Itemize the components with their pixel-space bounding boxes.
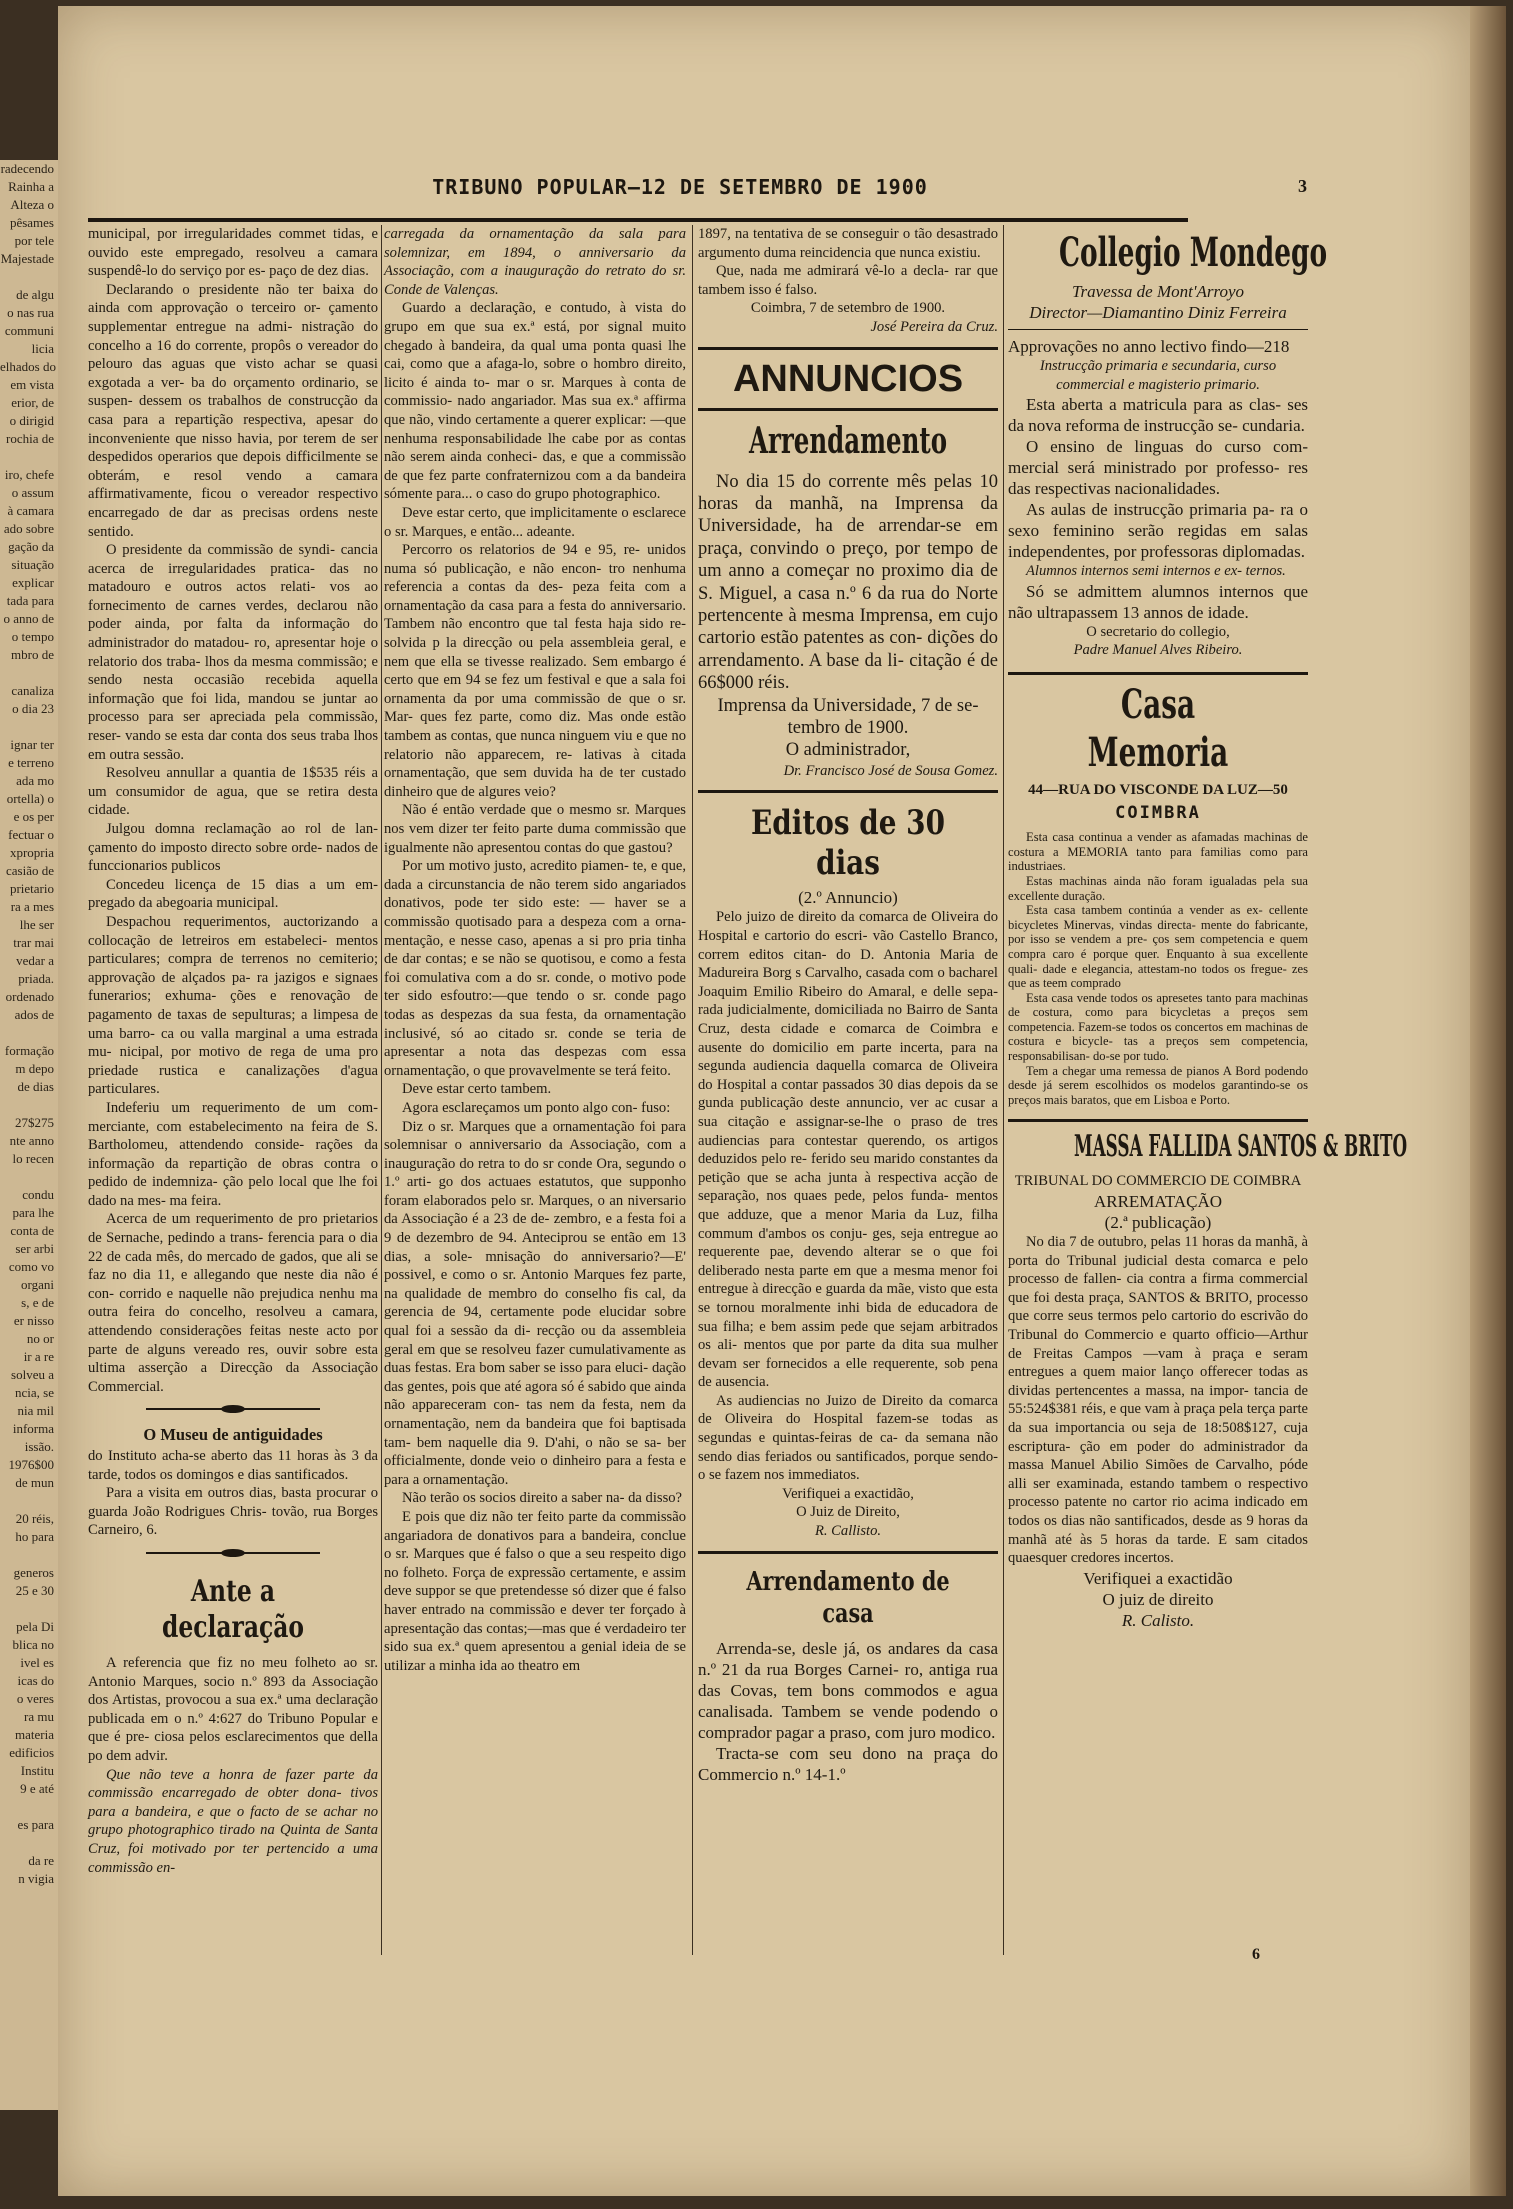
previous-page-fragment: de dias <box>17 1079 54 1094</box>
article-paragraph: Percorro os relatorios de 94 e 95, re- unidos numa só publicação, e não encon- tro nenhuma referencia a contas da des- peza feita com a ornamentação da casa para a festa do anniversario. Tambem não encontro que tal festa haja sido re- solvida p la direcção ou pela assembleia geral, e nem que ella se tivesse realizado. Sem embargo é certo que em 94 se fez um festival e que a sala foi ornamenta da por uma commissão de que o sr. Mar- ques fez parte, como diz. Mas onde estão tambem as contas, que nunca ninguem viu e que no relatorio não apparecem, re- lativas à citada ornamentação, que sem duvida ha de ter custado dinheiro que de algures veio? <box>384 542 686 800</box>
previous-page-fragment: rochia de <box>5 431 54 446</box>
editos-signature: R. Callisto. <box>814 1523 882 1540</box>
arrendamento-casa-heading: Arrendamento de casa <box>746 1566 950 1629</box>
casa-memoria-heading: Casa Memoria <box>1087 680 1229 776</box>
collegio-paragraph: Esta aberta a matricula para as clas- ses da nova reforma de instrucção se- cundaria. <box>1008 395 1308 436</box>
article-paragraph: Agora esclareçamos um ponto algo con- fuso: <box>402 1099 671 1116</box>
previous-page-fragment: priada. <box>18 971 54 986</box>
previous-page-fragment <box>0 718 58 736</box>
previous-page-fragment: casião de <box>5 863 54 878</box>
article-paragraph: Que, nada me admirará vê-lo a decla- rar que tambem isso é falso. <box>698 263 998 298</box>
previous-page-fragment: Majestade <box>0 251 54 266</box>
previous-page-fragment: Alteza o <box>10 197 54 212</box>
article-paragraph: municipal, por irregularidades commet tidas, e ouvido este empregado, resolveu a camara suspendê-lo do serviço por es- paço de dez dias. <box>88 226 378 280</box>
previous-page-fragment <box>0 1600 58 1618</box>
article-paragraph: 1897, na tentativa de se conseguir o tão desastrado argumento duma reincidencia que nunca existiu. <box>698 226 998 261</box>
previous-page-fragment: icas do <box>17 1673 54 1688</box>
previous-page-fragment: edificios <box>9 1745 54 1760</box>
previous-page-fragment: formação <box>4 1043 54 1058</box>
museu-paragraph: Para a visita em outros dias, basta procurar o guarda João Rodrigues Chris- tovão, rua Borges Carneiro, 6. <box>88 1485 378 1539</box>
previous-page-fragment <box>0 664 58 682</box>
previous-page-fragment: ser arbi <box>15 1241 54 1256</box>
massa-arrematacao: ARREMATAÇÃO <box>1093 1192 1223 1212</box>
massa-publication: (2.ª publicação) <box>1104 1213 1212 1233</box>
previous-page-fragment: Institu <box>20 1763 54 1778</box>
previous-page-fragment: licia <box>31 341 54 356</box>
previous-page-fragment: condu <box>22 1187 54 1202</box>
article-paragraph: Declarando o presidente não ter baixa do ainda com approvação o terceiro or- çamento supplementar entregue na admi- nistração do concelho a 16 do corrente, propôs o vereador do pelouro das aguas que visto achar se quasi exgotada a ver- ba do orçamento ordinario, se suspen- dessem os trabalhos de construcção da casa para a repartição respectiva, apesar do inconveniente que nisso havia, por terem de ser despedidos operarios que depois difficilmente se obterám, e resol vendo a camara affirmativamente, ficou o vereador respectivo encarregado de dar as precisas ordens neste sentido. <box>88 281 378 540</box>
editos-judge: O Juiz de Direito, <box>796 1504 900 1521</box>
section-rule <box>1008 1119 1308 1122</box>
previous-page-fragment: blica no <box>12 1637 54 1652</box>
previous-page-fragment <box>0 1546 58 1564</box>
article-paragraph: Não é então verdade que o mesmo sr. Marques nos vem dizer ter feito parte duma commissão que igualmente não apresentou contas do que gastou? <box>384 802 686 856</box>
casa-memoria-paragraph: Estas machinas ainda não foram igualadas pela sua excellente duração. <box>1008 873 1308 903</box>
collegio-secretary: O secretario do collegio, <box>1086 623 1230 640</box>
collegio-director: Director—Diamantino Diniz Ferreira <box>1029 303 1287 322</box>
previous-page-fragment: o dirigid <box>9 413 54 428</box>
previous-page-fragment: à camara <box>7 503 54 518</box>
previous-page-fragment: tada para <box>6 593 54 608</box>
author-signature: José Pereira da Cruz. <box>870 318 998 335</box>
previous-page-fragment: gação da <box>8 539 54 554</box>
article-paragraph: Por um motivo justo, acredito piamen- te, e que, dada a circunstancia de não terem sido angariados donativos, pode ter sido este: — haver se a commissão quotisado para a despeza com a orna- mentação, e nesse caso, apenas a si pro pria tinha de dar contas; e se não se quotisou, e como a festa foi comulativa com a do sr. conde, o motivo pode ter sido esfoutro:—que tendo o sr. conde pago todas as despezas da sua festa, da ornamentação inclusivé, só ao citado sr. conde se teria de apresentar a nota das despezas com essa ornamentação, o que provavelmente se terá feito. <box>384 858 686 1079</box>
arrendamento-casa-text: Arrenda-se, desle já, os andares da casa n.º 21 da rua Borges Carnei- ro, antiga rua das Covas, tem bons commodos e agua canalisada. Tambem se vende podendo o comprador pagar a praso, com juro modico. <box>698 1638 998 1742</box>
column-divider <box>381 225 382 1955</box>
casa-memoria-address: 44—RUA DO VISCONDE DA LUZ—50 <box>1028 781 1288 798</box>
annuncios-heading: ANNUNCIOS <box>732 357 964 400</box>
previous-page-fragment: ho para <box>15 1529 54 1544</box>
previous-page-fragment: o tempo <box>11 629 54 644</box>
previous-page-fragment: e os per <box>13 809 54 824</box>
previous-page-fragment <box>0 1834 58 1852</box>
section-rule <box>698 790 998 793</box>
editos-verification: Verifiquei a exactidão, <box>782 1485 914 1502</box>
arrendamento-place: Imprensa da Universidade, 7 de se- tembro de 1900. <box>717 695 979 739</box>
footer-number: 6 <box>1252 1946 1260 1963</box>
previous-page-fragment: 27$275 <box>15 1115 54 1130</box>
section-rule <box>1008 672 1308 675</box>
previous-page-fragment: m depo <box>15 1061 54 1076</box>
collegio-paragraph: Instrucção primaria e secundaria, curso commercial e magisterio primario. <box>1039 358 1277 393</box>
masthead: TRIBUNO POPULAR—12 DE SETEMBRO DE 1900 <box>432 175 928 199</box>
previous-page-fragment: elhados do <box>0 359 56 374</box>
massa-paragraph: No dia 7 de outubro, pelas 11 horas da manhã, à porta do Tribunal judicial desta comarca e pelo processo de fallen- cia contra a firma commercial que foi desta praça, SANTOS & BRITO, processo que corre seus termos pelo cartorio do escrivão do Tribunal do Commercio e quarto officio—Arthur de Freitas Campos —vam à praça e seram entregues a quem maior lanço offerecer todas as dividas pertencentes a massa, na impor- tancia de 55:524$381 réis, e que vam à praça pela terça parte da sua importancia ou seja de 18:508$127, cuja escriptura- ção em poder do administrador da massa Manuel Abilio Simões de Carvalho, póde alli ser examinada, estando tambem o respectivo processo patente no cartor rio acima indicado em todos os dias não santificados, desde as 9 horas da manhã até às 5 horas da tarde. E sam citados quaesquer credores incertos. <box>1008 1234 1308 1567</box>
previous-page-fragment <box>0 1168 58 1186</box>
previous-page-fragment: mbro de <box>11 647 54 662</box>
section-rule <box>1008 329 1308 330</box>
previous-page-fragment: ada mo <box>16 773 54 788</box>
previous-page-fragment: 1976$00 <box>8 1457 54 1472</box>
article-paragraph: Acerca de um requerimento de pro prietarios de Sernache, pedindo a trans- ferencia para o dia 22 de cada mês, do mercado de gados, que ali se faz no dia 11, e allegando que neste dia não é con- corrido e naquelle não prejudica nenhu ma outra feira do concelho, resolveu a camara, attendendo considerações feitas neste acto por parte de alguns vereado res, ouvir sobre esta ultima asserção a Direcção da Associação Commercial. <box>88 1211 378 1395</box>
column-divider <box>692 225 693 1955</box>
casa-memoria-paragraph: Esta casa vende todos os apresetes tanto para machinas de costura, como para bicycletas a preços sem competencia. Fazem-se todos os concertos em machinas de costura e bicycle- tas a preços sem competencia, responsabilisan- do-se por tudo. <box>1008 990 1308 1064</box>
previous-page-fragment: ortella) o <box>6 791 54 806</box>
previous-page-fragment <box>0 1492 58 1510</box>
collegio-signature: Padre Manuel Alves Ribeiro. <box>1073 642 1243 659</box>
previous-page-fragment: ivel es <box>20 1655 54 1670</box>
previous-page-fragment: 20 réis, <box>15 1511 54 1526</box>
previous-page-fragment <box>0 1024 58 1042</box>
ornamental-separator <box>88 1546 378 1560</box>
previous-page-fragment: de mun <box>15 1475 54 1490</box>
museu-heading: O Museu de antiguidades <box>143 1425 323 1445</box>
massa-tribunal: TRIBUNAL DO COMMERCIO DE COIMBRA <box>1014 1173 1302 1190</box>
previous-page-fragment: fectuar o <box>8 827 54 842</box>
previous-page-fragment: o dia 23 <box>12 701 54 716</box>
article-paragraph: Julgou domna reclamação ao rol de lan- çamento do imposto directo sobre orde- nados de funccionarios publicos <box>88 821 378 875</box>
previous-page-fragment: ado sobre <box>3 521 54 536</box>
previous-page-fragment: 25 e 30 <box>15 1583 54 1598</box>
ante-paragraph-italic: Que não teve a honra de fazer parte da commissão encarregado de obter dona- tivos para a bandeira, e que o facto de se achar no grupo photographico tirado na Quinta de Santa Cruz, foi motivado por ter pertencido a uma commissão en- <box>88 1766 378 1876</box>
column-4 <box>1008 225 1408 1631</box>
previous-page-fragment: em vista <box>10 377 54 392</box>
previous-page-fragment: trar mai <box>13 935 54 950</box>
section-rule <box>698 347 998 350</box>
previous-page-fragment: ra a mes <box>10 899 54 914</box>
museu-paragraph: do Instituto acha-se aberto das 11 horas às 3 da tarde, todos os domingos e dias santificados. <box>88 1448 378 1483</box>
casa-memoria-paragraph: Esta casa continua a vender as afamadas machinas de costura a MEMORIA tanto para familias como para industriaes. <box>1008 830 1308 874</box>
column-3 <box>698 225 998 1785</box>
previous-page-fragment: ados de <box>14 1007 54 1022</box>
page-right-edge <box>1470 6 1506 2196</box>
previous-page-fragment <box>0 268 58 286</box>
collegio-paragraph: Alumnos internos semi internos e ex- ternos. <box>1026 563 1286 580</box>
previous-page-fragment <box>0 1798 58 1816</box>
section-rule <box>698 408 998 411</box>
massa-signature: R. Calisto. <box>1121 1610 1195 1630</box>
previous-page-fragment: prietario <box>9 881 54 896</box>
article-paragraph: Resolveu annullar a quantia de 1$535 réis a um consumidor de agua, que se retira desta cidade. <box>88 765 378 819</box>
article-paragraph: Guardo a declaração, e contudo, à vista do grupo em que sua ex.ª está, por signal muito chegado à bandeira, da qual uma ponta quasi lhe cai, como que a afaga-lo, sobre o hombro direito, licito é ainda to- mar o sr. Marques à conta de commissio- nado angariador. Mas sua ex.ª affirma que não, vindo certamente a querer explicar: —que nenhuma responsabilidade lhe cabe por as contas não serem ainda conheci- das, e que a commissão de que fez parte confraternizou com a da bandeira sómente para... o caso do grupo photographico. <box>384 300 686 503</box>
previous-page-fragment: ignar ter <box>10 737 54 752</box>
previous-page-fragment: situação <box>11 557 54 572</box>
editos-heading: Editos de 30 dias <box>751 803 945 884</box>
editos-paragraph: Pelo juizo de direito da comarca de Oliveira do Hospital e cartorio do escri- vão Castello Branco, correm editos citan- do D. Antonia Maria de Madureira Borg s Carvalho, casada com o bacharel Joaquim Emilio Ribeiro do Amaral, e delle sepa- rada judicialmente, domiciliada no Bairro de Santa Cruz, desta cidade e comarca de Coimbra e ausente do domicilio em parte incerta, para na segunda audiencia daquella comarca de Oliveira do Hospital a contar passados 30 dias depois da se gunda publicação deste annuncio, ver ac cusar a sua citação e assignar-se-lhe o praso de tres audiencias para contestar querendo, os artigos deduzidos pelo re- ferido seu marido constantes da petição que se acha junta à respectiva acção de separação, nos quaes pede, pelos funda- mentos que adduze, que a menor Maria da Luz, filha commum d'ambos os conju- ges, seja entregue ao requerente pae, devendo alterar se o que foi deliberado nesta parte em que a mesma menor foi entregue à direcção e guarda da mãe, visto que esta se tornou moralmente inhi bida de educadora de sua filha; e bem assim pede que sejam arbitrados os ali- mentos que por parte da dita sua mulher devam ser fornecidos a elle requerente, sob pena de ausencia. <box>698 909 998 1391</box>
previous-page-fragment: radecendo <box>0 161 54 176</box>
collegio-address: Travessa de Mont'Arroyo <box>1071 282 1245 301</box>
previous-page-fragment: ordenado <box>5 989 54 1004</box>
article-paragraph: Deve estar certo tambem. <box>402 1081 552 1098</box>
collegio-paragraph: As aulas de instrucção primaria pa- ra o sexo feminino serão regidas em salas independentes, por professoras diplomadas. <box>1008 500 1308 562</box>
previous-page-fragment: o anno de <box>3 611 54 626</box>
previous-page-fragment: por tele <box>14 233 54 248</box>
editos-paragraph: As audiencias no Juizo de Direito da comarca de Oliveira do Hospital fazem-se todas as segundas e quintas-feiras de ca- da semana não sendo dias feriados ou santificados, porque sendo-o se fazem nos immediatos. <box>698 1392 998 1484</box>
casa-memoria-paragraph: Tem a chegar uma remessa de pianos A Bord podendo desde já serem escolhidos os modelos garantindo-se os preços mais baratos, que em Lisboa e Porto. <box>1008 1063 1308 1107</box>
previous-page-fragment: o assum <box>11 485 54 500</box>
arrendamento-casa-text: Tracta-se com seu dono na praça do Commercio n.º 14-1.º <box>698 1743 998 1784</box>
previous-page-fragment: para lhe <box>12 1205 54 1220</box>
previous-page-fragment: nte anno <box>9 1133 54 1148</box>
previous-page-fragment: vedar a <box>16 953 54 968</box>
previous-page-edge <box>0 160 58 2110</box>
previous-page-fragment <box>0 1096 58 1114</box>
previous-page-fragment: s, e de <box>21 1295 54 1310</box>
massa-verification: Verifiquei a exactidão <box>1083 1568 1233 1588</box>
previous-page-fragment: pêsames <box>9 215 54 230</box>
previous-page-fragment: informa <box>12 1421 54 1436</box>
previous-page-fragment: ncia, se <box>15 1385 54 1400</box>
previous-page-fragment: solveu a <box>11 1367 54 1382</box>
collegio-paragraph: Só se admittem alumnos internos que não ultrapassem 13 annos de idade. <box>1008 581 1308 622</box>
previous-page-fragment: Rainha a <box>8 179 54 194</box>
dateline: Coimbra, 7 de setembro de 1900. <box>750 300 946 317</box>
previous-page-fragment <box>0 448 58 466</box>
previous-page-fragment: xpropria <box>9 845 54 860</box>
previous-page-fragment: lhe ser <box>19 917 54 932</box>
collegio-paragraph: Approvações no anno lectivo findo—218 <box>1008 337 1290 356</box>
previous-page-fragment: canaliza <box>11 683 54 698</box>
ornamental-separator <box>88 1402 378 1416</box>
article-paragraph: Não terão os socios direito a saber na- da disso? <box>402 1490 683 1507</box>
previous-page-fragment: no or <box>26 1331 54 1346</box>
page-number: 3 <box>1298 176 1307 196</box>
arrendamento-signature: Dr. Francisco José de Sousa Gomez. <box>783 762 998 779</box>
article-paragraph: Indeferiu um requerimento de um com- merciante, com estabelecimento na feira de S. Bartholomeu, attendendo conside- rações da informação da repartição de obras contra o pedido de indemniza- ção pelo local que lhe foi dado na mes- ma feira. <box>88 1099 378 1209</box>
previous-page-fragment: organi <box>21 1277 54 1292</box>
article-paragraph: Despachou requerimentos, auctorizando a collocação de letreiros em estabeleci- mentos particulares; compra de terrenos no cemiterio; approvação de alçados pa- ra jazigos e signaes funerarios; exhuma- ções e renovação de pagamento de taxas de sepulturas; a limpesa de uma barro- ca ou valla marginal a uma estrada mu- nicipal, por motivo de rega de uma pro priedade rustica e canalizações d'agua particulares. <box>88 913 378 1098</box>
collegio-paragraph: O ensino de linguas do curso com- mercial será ministrado por professo- res das respectivas nacionalidades. <box>1008 437 1308 499</box>
massa-fallida-heading: MASSA FALLIDA SANTOS & BRITO <box>1074 1129 1408 1165</box>
massa-judge: O juiz de direito <box>1102 1589 1214 1609</box>
header-rule <box>88 218 1188 222</box>
previous-page-fragment: o nas rua <box>7 305 54 320</box>
previous-page-fragment: como vo <box>8 1259 54 1274</box>
article-paragraph: E pois que diz não ter feito parte da commissão angariadora de donativos para a bandeira, conclue o sr. Marques que é falso o que a seu respeito digo no folheto. Força de expressão certamente, e assim deve suppor se que pretendesse só dizer que é falso haver entrado na commissão e dever ter forçado à apresentação das contas;—mas que é verdadeiro ter sido sua ex.ª quem apresentou a genial ideia de se utilizar a minha ida ao theatro em <box>384 1508 686 1674</box>
previous-page-fragment: de algu <box>16 287 54 302</box>
previous-page-fragment: es para <box>17 1817 54 1832</box>
previous-page-fragment: da re <box>28 1853 54 1868</box>
previous-page-fragment: o veres <box>16 1691 54 1706</box>
previous-page-fragment: e terreno <box>8 755 54 770</box>
article-paragraph: Deve estar certo, que implicitamente o esclarece o sr. Marques, e então... adeante. <box>384 504 686 540</box>
ante-heading: Ante a declaração <box>161 1573 305 1645</box>
previous-page-fragment: er nisso <box>13 1313 54 1328</box>
previous-page-fragment: issão. <box>24 1439 54 1454</box>
previous-page-fragment: nia mil <box>17 1403 54 1418</box>
casa-memoria-city: COIMBRA <box>1115 802 1201 823</box>
editos-subheading: (2.º Annuncio) <box>798 888 898 908</box>
previous-page-fragment: generos <box>13 1565 54 1580</box>
arrendamento-heading: Arrendamento <box>748 419 948 462</box>
previous-page-fragment: explicar <box>12 575 54 590</box>
article-paragraph: carregada da ornamentação da sala para solemnizar, em 1894, o anniversario da Associação, com a inauguração do retrato do sr. Conde de Valenças. <box>384 226 686 298</box>
previous-page-fragment: materia <box>15 1727 54 1742</box>
article-paragraph: Diz o sr. Marques que a ornamentação foi para solemnisar o anniversario da Associação, com a inauguração do retra to do sr conde Ora, segundo o 1.º arti- go dos actuaes estatutos, que supponho foram elaborados pelo sr. Marques, o an niversario da Associação é a 23 de de- zembro, e a festa foi a 9 de dezembro de 94. Anteciprou se então em 13 dias, a sole- mnisação do anniversario?—E' possivel, e como o sr. Antonio Marques fez parte, na qualidade de membro do conselho fis cal, da gerencia de 94, certamente pode elucidar sobre qual foi a sessão da di- recção ou da assembleia geral em que se resolveu fazer cumulativamente as duas festas. Era bom saber se isso para eluci- dação das gentes, pois que até agora só é sabido que ainda não appareceram con- tas nem da festa, nem da ornamentação, nem da bandeira que foi baptisada tam- bem naquelle dia 9. D'ahi, o não se sa- ber officialmente, donde veio o dinheiro para a festa e para a ornamentação. <box>384 1118 686 1488</box>
arrendamento-text: No dia 15 do corrente mês pelas 10 horas da manhã, na Imprensa da Universidade, ha de arrendar-se em praça, convindo o preço, por tempo de um anno a começar no proximo dia de S. Miguel, a casa n.º 6 da rua do Norte pertencente à mesma Imprensa, em cujo cartorio estão patentes as con- dições do arrendamento. A base da li- citação é de 66$000 réis. <box>698 471 998 694</box>
previous-page-fragment: conta de <box>10 1223 54 1238</box>
previous-page-fragment: lo recen <box>12 1151 54 1166</box>
previous-page-fragment: n vigia <box>18 1871 54 1886</box>
previous-page-fragment: 9 e até <box>20 1781 54 1796</box>
previous-page-fragment: erior, de <box>11 395 54 410</box>
casa-memoria-paragraph: Esta casa tambem continúa a vender as ex- cellente bicycletes Minervas, vindas directa- mente do fabricante, por isso se vendem a pre- ços sem competencia e quem compra caro é porque quer. Enquanto à sua excellente quali- dade e elegancia, attestam-no todos os fregue- zes que as teem comprado <box>1008 903 1308 991</box>
arrendamento-role: O administrador, <box>785 740 911 761</box>
section-rule <box>698 1551 998 1554</box>
collegio-heading: Collegio Mondego <box>1059 229 1328 276</box>
article-paragraph: O presidente da commissão de syndi- cancia acerca de irregularidades pratica- das no matadouro e outros actos relati- vos ao fornecimento de carnes verdes, declarou não poder ainda, por falta da informação do administrador do matadou- ro, apresentar hoje o relatorio dos traba- lhos da mesma commissão; e sendo nesta occasião recebida aquella informação que foi lida, mandou se juntar ao processo para ser apreciada pela commissão, reser- vando se esta dar conta dos seus traba lhos em outra sessão. <box>88 542 378 763</box>
column-divider <box>1003 225 1004 1955</box>
previous-page-fragment: pela Di <box>16 1619 54 1634</box>
column-1 <box>88 225 378 1877</box>
previous-page-fragment: ra mu <box>24 1709 54 1724</box>
previous-page-fragment: communi <box>4 323 54 338</box>
article-paragraph: Concedeu licença de 15 dias a um em- pregado da abegoaria municipal. <box>88 876 378 912</box>
ante-paragraph: A referencia que fiz no meu folheto ao sr. Antonio Marques, socio n.º 893 da Associação dos Artistas, provocou a sua ex.ª uma declaração publicada em o n.º 4:627 do Tribuno Popular e que é pre- ciosa pelos esclarecimentos que della po dem advir. <box>88 1654 378 1764</box>
column-2 <box>384 225 686 1675</box>
previous-page-fragment: ir a re <box>23 1349 54 1364</box>
previous-page-fragment: iro, chefe <box>4 467 54 482</box>
